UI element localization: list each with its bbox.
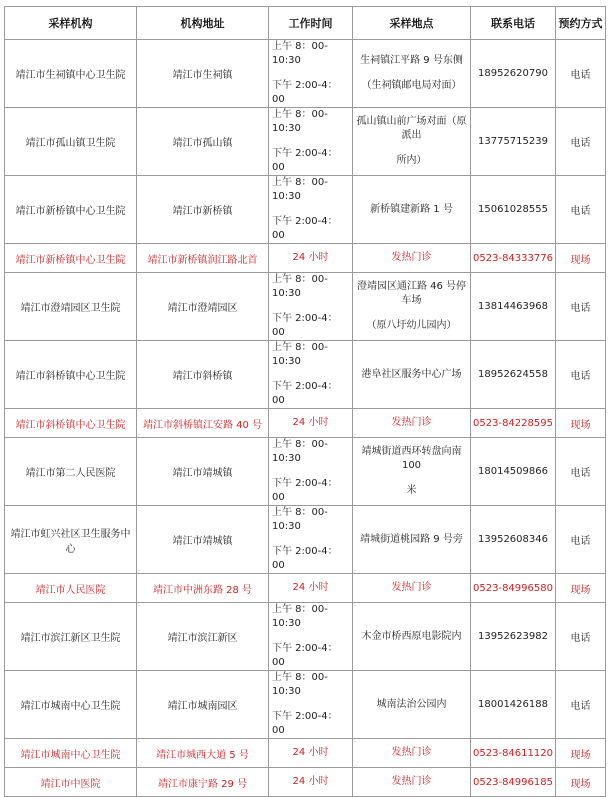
cell-phone: 18001426188 bbox=[471, 671, 556, 739]
cell-site-line: 米 bbox=[406, 485, 417, 496]
table-row bbox=[5, 244, 606, 273]
cell-hours-line: 上午 8：00-10:30 bbox=[272, 507, 328, 532]
cell-site bbox=[353, 574, 471, 603]
header-booking: 预约方式 bbox=[556, 7, 606, 40]
cell-org: 靖江市城南中心卫生院 bbox=[5, 739, 137, 768]
cell-hours-line: 上午 8：00-10:30 bbox=[272, 342, 328, 367]
table-row bbox=[5, 341, 606, 409]
table-row bbox=[5, 273, 606, 341]
cell-org: 靖江市澄靖园区卫生院 bbox=[5, 273, 137, 341]
cell-site bbox=[353, 438, 471, 506]
table-row bbox=[5, 108, 606, 176]
cell-hours bbox=[269, 438, 353, 506]
cell-site-line: 澄靖园区通江路 46 号停车场 bbox=[356, 281, 467, 306]
cell-hours-line: 上午 8：00-10:30 bbox=[272, 604, 328, 629]
cell-hours bbox=[269, 244, 353, 273]
cell-hours-line: 下午 2:00-4：00 bbox=[272, 546, 338, 571]
cell-org: 靖江市中医院 bbox=[5, 768, 137, 797]
cell-org: 靖江市第二人民医院 bbox=[5, 438, 137, 506]
cell-address: 靖江市孤山镇 bbox=[137, 108, 269, 176]
cell-site-line: 发热门诊 bbox=[391, 417, 432, 428]
cell-phone: 15061028555 bbox=[471, 176, 556, 244]
cell-booking: 电话 bbox=[556, 671, 606, 739]
header-site: 采样地点 bbox=[353, 7, 471, 40]
cell-hours bbox=[269, 768, 353, 797]
cell-phone: 13775715239 bbox=[471, 108, 556, 176]
sampling-table-container bbox=[4, 6, 605, 797]
cell-hours-line: 24 小时 bbox=[292, 776, 329, 787]
cell-address: 靖江市中洲东路 28 号 bbox=[137, 574, 269, 603]
cell-phone: 0523-84996580 bbox=[471, 574, 556, 603]
cell-phone: 0523-84611120 bbox=[471, 739, 556, 768]
cell-org: 靖江市人民医院 bbox=[5, 574, 137, 603]
cell-org: 靖江市虹兴社区卫生服务中心 bbox=[5, 506, 137, 574]
cell-hours bbox=[269, 506, 353, 574]
cell-site-line: 发热门诊 bbox=[391, 747, 432, 758]
cell-site bbox=[353, 341, 471, 409]
cell-hours-line: 下午 2:00-4：00 bbox=[272, 313, 338, 338]
cell-site bbox=[353, 273, 471, 341]
cell-org: 靖江市斜桥镇中心卫生院 bbox=[5, 409, 137, 438]
cell-site-line: 城南法治公园内 bbox=[376, 698, 447, 710]
cell-hours bbox=[269, 739, 353, 768]
cell-phone: 13952623982 bbox=[471, 603, 556, 671]
cell-hours-line: 上午 8：00-10:30 bbox=[272, 177, 328, 202]
cell-hours bbox=[269, 603, 353, 671]
cell-hours-line: 上午 8：00-10:30 bbox=[272, 109, 328, 134]
cell-booking: 电话 bbox=[556, 176, 606, 244]
cell-org: 靖江市新桥镇中心卫生院 bbox=[5, 244, 137, 273]
table-row bbox=[5, 506, 606, 574]
cell-hours-line: 下午 2:00-4：00 bbox=[272, 643, 338, 668]
cell-site-line: 港阜社区服务中心广场 bbox=[361, 368, 462, 380]
sampling-sites-table bbox=[4, 6, 606, 797]
cell-hours-line: 24 小时 bbox=[292, 747, 329, 758]
cell-phone: 13952608346 bbox=[471, 506, 556, 574]
cell-site bbox=[353, 671, 471, 739]
cell-booking: 电话 bbox=[556, 438, 606, 506]
cell-booking: 电话 bbox=[556, 40, 606, 108]
cell-address: 靖江市城南园区 bbox=[137, 671, 269, 739]
cell-booking: 电话 bbox=[556, 506, 606, 574]
cell-site-line: 生祠镇江平路 9 号东侧 bbox=[360, 55, 463, 66]
cell-booking: 现场 bbox=[556, 574, 606, 603]
cell-address: 靖江市靖城镇 bbox=[137, 438, 269, 506]
cell-site bbox=[353, 40, 471, 108]
cell-hours bbox=[269, 108, 353, 176]
cell-site bbox=[353, 506, 471, 574]
cell-hours bbox=[269, 40, 353, 108]
cell-phone: 18952620790 bbox=[471, 40, 556, 108]
cell-site-line: （生祠镇邮电局对面） bbox=[361, 80, 462, 91]
cell-site bbox=[353, 176, 471, 244]
table-row bbox=[5, 768, 606, 797]
cell-address: 靖江市新桥镇 bbox=[137, 176, 269, 244]
cell-hours-line: 下午 2:00-4：00 bbox=[272, 148, 338, 173]
cell-booking: 电话 bbox=[556, 603, 606, 671]
cell-site bbox=[353, 244, 471, 273]
table-row bbox=[5, 574, 606, 603]
cell-phone: 0523-84333776 bbox=[471, 244, 556, 273]
cell-address: 靖江市滨江新区 bbox=[137, 603, 269, 671]
cell-hours bbox=[269, 671, 353, 739]
cell-hours-line: 上午 8：00-10:30 bbox=[272, 439, 328, 464]
cell-phone: 13814463968 bbox=[471, 273, 556, 341]
cell-site-line: （原八圩幼儿园内） bbox=[366, 320, 457, 331]
cell-booking: 现场 bbox=[556, 739, 606, 768]
cell-hours-line: 上午 8：00-10:30 bbox=[272, 672, 328, 697]
table-row bbox=[5, 438, 606, 506]
cell-booking: 电话 bbox=[556, 273, 606, 341]
cell-site-line: 木金市桥西原电影院内 bbox=[361, 630, 462, 642]
cell-phone: 0523-84996185 bbox=[471, 768, 556, 797]
cell-hours-line: 24 小时 bbox=[292, 252, 329, 263]
table-row bbox=[5, 671, 606, 739]
cell-site bbox=[353, 603, 471, 671]
cell-hours-line: 下午 2:00-4：00 bbox=[272, 80, 338, 105]
cell-hours-line: 下午 2:00-4：00 bbox=[272, 711, 338, 736]
table-body bbox=[5, 40, 606, 797]
cell-site-line: 发热门诊 bbox=[391, 582, 432, 593]
cell-site-line: 发热门诊 bbox=[391, 776, 432, 787]
cell-site bbox=[353, 739, 471, 768]
table-header-row bbox=[5, 7, 606, 40]
cell-phone: 0523-84228595 bbox=[471, 409, 556, 438]
cell-booking: 现场 bbox=[556, 409, 606, 438]
cell-hours bbox=[269, 409, 353, 438]
cell-hours-line: 下午 2:00-4：00 bbox=[272, 478, 338, 503]
table-row bbox=[5, 409, 606, 438]
cell-org: 靖江市斜桥镇中心卫生院 bbox=[5, 341, 137, 409]
header-hours: 工作时间 bbox=[269, 7, 353, 40]
cell-site-line: 新桥镇建新路 1 号 bbox=[370, 203, 453, 215]
cell-address: 靖江市新桥镇润江路北首 bbox=[137, 244, 269, 273]
cell-hours-line: 上午 8：00-10:30 bbox=[272, 274, 328, 299]
cell-site-line: 孤山镇山前广场对面（原派出 bbox=[356, 116, 467, 141]
cell-booking: 电话 bbox=[556, 108, 606, 176]
cell-site-line: 靖城街道桃园路 9 号旁 bbox=[360, 533, 463, 545]
cell-org: 靖江市生祠镇中心卫生院 bbox=[5, 40, 137, 108]
header-address: 机构地址 bbox=[137, 7, 269, 40]
cell-site bbox=[353, 409, 471, 438]
cell-phone: 18952624558 bbox=[471, 341, 556, 409]
cell-site bbox=[353, 768, 471, 797]
cell-hours-line: 上午 8：00-10:30 bbox=[272, 41, 328, 66]
cell-address: 靖江市斜桥镇江安路 40 号 bbox=[137, 409, 269, 438]
cell-hours bbox=[269, 574, 353, 603]
cell-address: 靖江市靖城镇 bbox=[137, 506, 269, 574]
table-row bbox=[5, 603, 606, 671]
cell-org: 靖江市孤山镇卫生院 bbox=[5, 108, 137, 176]
cell-org: 靖江市城南中心卫生院 bbox=[5, 671, 137, 739]
cell-booking: 电话 bbox=[556, 341, 606, 409]
cell-site-line: 发热门诊 bbox=[391, 252, 432, 263]
header-phone: 联系电话 bbox=[471, 7, 556, 40]
cell-address: 靖江市斜桥镇 bbox=[137, 341, 269, 409]
cell-hours-line: 24 小时 bbox=[292, 582, 329, 593]
cell-site-line: 所内） bbox=[396, 155, 427, 166]
table-row bbox=[5, 40, 606, 108]
table-row bbox=[5, 176, 606, 244]
cell-address: 靖江市城西大道 5 号 bbox=[137, 739, 269, 768]
cell-hours-line: 24 小时 bbox=[292, 417, 329, 428]
cell-address: 靖江市澄靖园区 bbox=[137, 273, 269, 341]
cell-hours-line: 下午 2:00-4：00 bbox=[272, 381, 338, 406]
cell-hours bbox=[269, 341, 353, 409]
cell-address: 靖江市康宁路 29 号 bbox=[137, 768, 269, 797]
cell-org: 靖江市新桥镇中心卫生院 bbox=[5, 176, 137, 244]
cell-org: 靖江市滨江新区卫生院 bbox=[5, 603, 137, 671]
cell-hours bbox=[269, 176, 353, 244]
cell-site-line: 靖城街道西环转盘向南 100 bbox=[361, 446, 462, 471]
cell-booking: 现场 bbox=[556, 768, 606, 797]
cell-booking: 现场 bbox=[556, 244, 606, 273]
cell-hours-line: 下午 2:00-4：00 bbox=[272, 216, 338, 241]
header-org: 采样机构 bbox=[5, 7, 137, 40]
cell-address: 靖江市生祠镇 bbox=[137, 40, 269, 108]
table-row bbox=[5, 739, 606, 768]
cell-hours bbox=[269, 273, 353, 341]
cell-phone: 18014509866 bbox=[471, 438, 556, 506]
cell-site bbox=[353, 108, 471, 176]
